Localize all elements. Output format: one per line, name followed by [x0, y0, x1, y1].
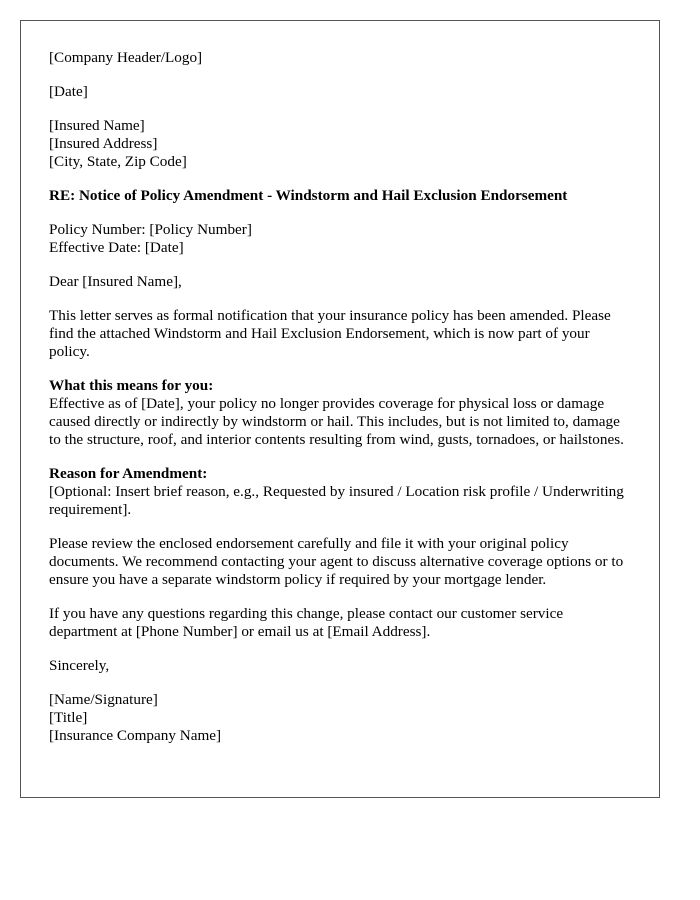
signature-company: [Insurance Company Name]	[49, 727, 222, 744]
salutation: Dear [Insured Name],	[49, 273, 182, 290]
letter-date: [Date]	[49, 83, 88, 100]
review-paragraph: Please review the enclosed endorsement carefully and file it with your original policy documents. We recommend contacting your agent to discuss alternative coverage options or to ensure you have a separate windstorm policy if required by your mortgage lender.	[49, 535, 624, 588]
intro-paragraph: This letter serves as formal notification that your insurance policy has been amended. Please find the attached Windstorm and Hail Exclusion Endorsement, which is now part of your policy.	[49, 307, 611, 360]
reason-body: [Optional: Insert brief reason, e.g., Requested by insured / Location risk profile / Underwriting requirement].	[49, 483, 624, 518]
reason-section	[49, 465, 633, 519]
meaning-section	[49, 377, 633, 449]
recipient-block	[49, 117, 633, 171]
company-header: [Company Header/Logo]	[49, 49, 203, 66]
policy-info	[49, 221, 633, 257]
reason-heading: Reason for Amendment:	[49, 465, 208, 482]
effective-date: Effective Date: [Date]	[49, 239, 184, 256]
closing: Sincerely,	[49, 657, 110, 674]
meaning-heading: What this means for you:	[49, 377, 214, 394]
signature-name: [Name/Signature]	[49, 691, 158, 708]
recipient-city: [City, State, Zip Code]	[49, 153, 187, 170]
letter-page	[20, 20, 660, 798]
recipient-address: [Insured Address]	[49, 135, 158, 152]
meaning-body: Effective as of [Date], your policy no longer provides coverage for physical loss or damage caused directly or indirectly by windstorm or hail. This includes, but is not limited to, damage to the structure, roof, and interior contents resulting from wind, gusts, tornadoes, or hailstones.	[49, 395, 624, 448]
subject-line: RE: Notice of Policy Amendment - Windstorm and Hail Exclusion Endorsement	[49, 187, 568, 204]
signature-title: [Title]	[49, 709, 88, 726]
contact-paragraph: If you have any questions regarding this change, please contact our customer service department at [Phone Number] or email us at [Email Address].	[49, 605, 564, 640]
policy-number: Policy Number: [Policy Number]	[49, 221, 252, 238]
recipient-name: [Insured Name]	[49, 117, 145, 134]
signature-block	[49, 691, 633, 745]
